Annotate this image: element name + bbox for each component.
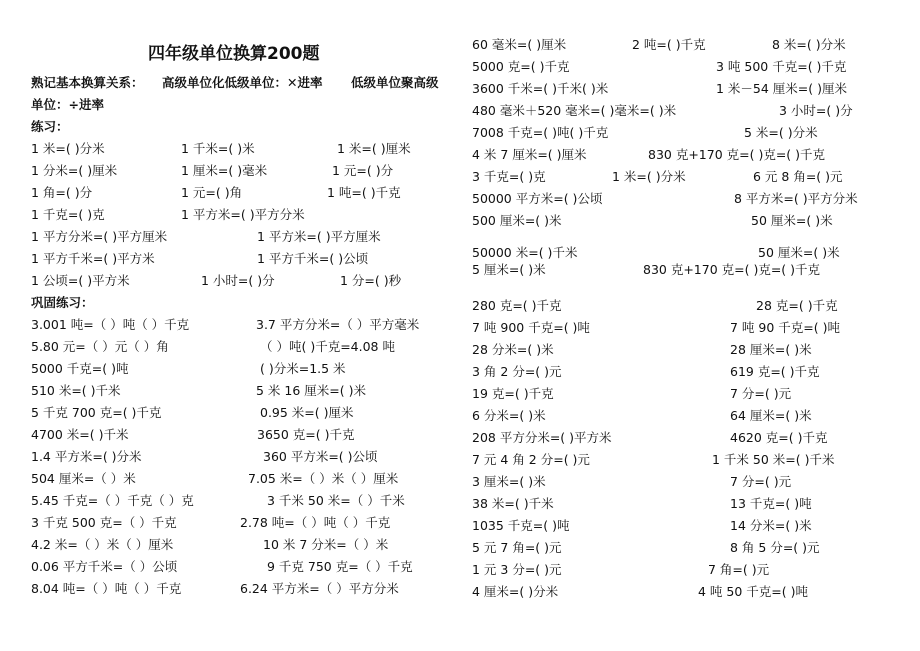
question: 1 吨=( )千克 — [327, 185, 401, 200]
question: 3 小时=( )分 — [779, 103, 853, 118]
question: 8 角 5 分=( )元 — [730, 540, 820, 555]
question: 28 克=( )千克 — [756, 298, 838, 313]
question: 830 克+170 克=( )克=( )千克 — [643, 262, 821, 277]
question: 7 分=( )元 — [730, 386, 792, 401]
question: 1 平方千米=( )公顷 — [257, 251, 369, 266]
question: 28 分米=( )米 — [472, 342, 554, 357]
question: 500 厘米=( )米 — [472, 213, 562, 228]
question: 7 分=( )元 — [730, 474, 792, 489]
question: 1 平方分米=( )平方厘米 — [31, 229, 168, 244]
question: 4 吨 50 千克=( )吨 — [698, 584, 808, 599]
question: 6.24 平方米=（ ）平方分米 — [240, 581, 399, 596]
question: 3.7 平方分米=（ ）平方毫米 — [256, 317, 420, 332]
question: 208 平方分米=( )平方米 — [472, 430, 612, 445]
question: 3.001 吨=（ ）吨（ ）千克 — [31, 317, 190, 332]
question: 14 分米=( )米 — [730, 518, 812, 533]
question: 60 毫米=( )厘米 — [472, 37, 567, 52]
question: 1 元=( )分 — [332, 163, 394, 178]
question: 2.78 吨=（ ）吨（ ）千克 — [240, 515, 391, 530]
question: 50000 米=( )千米 — [472, 245, 578, 260]
question: 5 米=( )分米 — [744, 125, 818, 140]
intro-line-2: 单位：÷进率 — [31, 97, 104, 112]
question: 619 克=( )千克 — [730, 364, 820, 379]
question: 4.2 米=（ ）米（ ）厘米 — [31, 537, 174, 552]
worksheet-title: 四年级单位换算200题 — [148, 44, 320, 64]
question: 1 元 3 分=( )元 — [472, 562, 562, 577]
question: 3 千米 50 米=（ ）千米 — [267, 493, 405, 508]
question: 8 米=( )分米 — [772, 37, 846, 52]
question: 7.05 米=（ ）米（ ）厘米 — [248, 471, 399, 486]
question: 1 厘米=( )毫米 — [181, 163, 268, 178]
practice-heading: 练习： — [31, 119, 69, 134]
intro-high-to-low: 高级单位化低级单位：✕进率 — [162, 75, 323, 90]
question: 19 克=( )千克 — [472, 386, 554, 401]
question: 10 米 7 分米=（ ）米 — [263, 537, 389, 552]
question: 5 千克 700 克=( )千克 — [31, 405, 162, 420]
question: 510 米=( )千米 — [31, 383, 121, 398]
question: 0.06 平方千米=（ ）公顷 — [31, 559, 178, 574]
question: 5.45 千克=（ ）千克（ ）克 — [31, 493, 194, 508]
question: 4700 米=( )千米 — [31, 427, 129, 442]
question: 4 厘米=( )分米 — [472, 584, 559, 599]
question: 50 厘米=( )米 — [758, 245, 840, 260]
question: 5 米 16 厘米=( )米 — [256, 383, 366, 398]
question: 50 厘米=( )米 — [751, 213, 833, 228]
question: 7008 千克=( )吨( )千克 — [472, 125, 609, 140]
question: 3 角 2 分=( )元 — [472, 364, 562, 379]
question: 480 毫米＋520 毫米=( )毫米=( )米 — [472, 103, 677, 118]
question: 7 吨 900 千克=( )吨 — [472, 320, 590, 335]
question: 3600 千米=( )千米( )米 — [472, 81, 609, 96]
question: 64 厘米=( )米 — [730, 408, 812, 423]
question: 5 厘米=( )米 — [472, 262, 546, 277]
question: 5000 千克=( )吨 — [31, 361, 129, 376]
consolidate-heading: 巩固练习： — [31, 295, 94, 310]
question: 1 米=( )厘米 — [337, 141, 411, 156]
question: 7 角=( )元 — [708, 562, 770, 577]
question: 1 米－54 厘米=( )厘米 — [716, 81, 848, 96]
intro-label: 熟记基本换算关系： — [31, 75, 144, 90]
question: 1035 千克=( )吨 — [472, 518, 570, 533]
question: 1 元=( )角 — [181, 185, 243, 200]
question: 7 元 4 角 2 分=( )元 — [472, 452, 590, 467]
question: 1 米=( )分米 — [612, 169, 686, 184]
question: 5.80 元=（ ）元（ ）角 — [31, 339, 169, 354]
question: 1 千米 50 米=( )千米 — [712, 452, 835, 467]
question: 1 平方米=( )平方厘米 — [257, 229, 381, 244]
question: 1 平方千米=( )平方米 — [31, 251, 155, 266]
question: （ ）吨( )千克=4.08 吨 — [260, 339, 395, 354]
intro-low-to-high: 低级单位聚高级 — [351, 75, 439, 90]
question: 1 分=( )秒 — [340, 273, 402, 288]
question: 7 吨 90 千克=( )吨 — [730, 320, 840, 335]
question: 1 分米=( )厘米 — [31, 163, 118, 178]
question: 13 千克=( )吨 — [730, 496, 812, 511]
question: 1 米=( )分米 — [31, 141, 105, 156]
question: 1 千米=( )米 — [181, 141, 255, 156]
question: 3 厘米=( )米 — [472, 474, 546, 489]
question: ( )分米=1.5 米 — [260, 361, 346, 376]
question: 1 公顷=( )平方米 — [31, 273, 130, 288]
question: 0.95 米=( )厘米 — [260, 405, 354, 420]
question: 3650 克=( )千克 — [257, 427, 355, 442]
question: 3 吨 500 千克=( )千克 — [716, 59, 847, 74]
question: 50000 平方米=( )公顷 — [472, 191, 603, 206]
question: 830 克+170 克=( )克=( )千克 — [648, 147, 826, 162]
question: 8 平方米=( )平方分米 — [734, 191, 858, 206]
question: 38 米=( )千米 — [472, 496, 554, 511]
question: 504 厘米=（ ）米 — [31, 471, 136, 486]
question: 1 千克=( )克 — [31, 207, 105, 222]
question: 4 米 7 厘米=( )厘米 — [472, 147, 587, 162]
question: 2 吨=( )千克 — [632, 37, 706, 52]
question: 28 厘米=( )米 — [730, 342, 812, 357]
question: 3 千克 500 克=（ ）千克 — [31, 515, 177, 530]
question: 5000 克=( )千克 — [472, 59, 570, 74]
question: 6 元 8 角=( )元 — [753, 169, 843, 184]
question: 360 平方米=( )公顷 — [263, 449, 378, 464]
question: 5 元 7 角=( )元 — [472, 540, 562, 555]
question: 8.04 吨=（ ）吨（ ）千克 — [31, 581, 182, 596]
question: 1 平方米=( )平方分米 — [181, 207, 305, 222]
question: 1 角=( )分 — [31, 185, 93, 200]
question: 4620 克=( )千克 — [730, 430, 828, 445]
question: 1.4 平方米=( )分米 — [31, 449, 142, 464]
question: 280 克=( )千克 — [472, 298, 562, 313]
question: 3 千克=( )克 — [472, 169, 546, 184]
question: 9 千克 750 克=（ ）千克 — [267, 559, 413, 574]
question: 1 小时=( )分 — [201, 273, 275, 288]
question: 6 分米=( )米 — [472, 408, 546, 423]
